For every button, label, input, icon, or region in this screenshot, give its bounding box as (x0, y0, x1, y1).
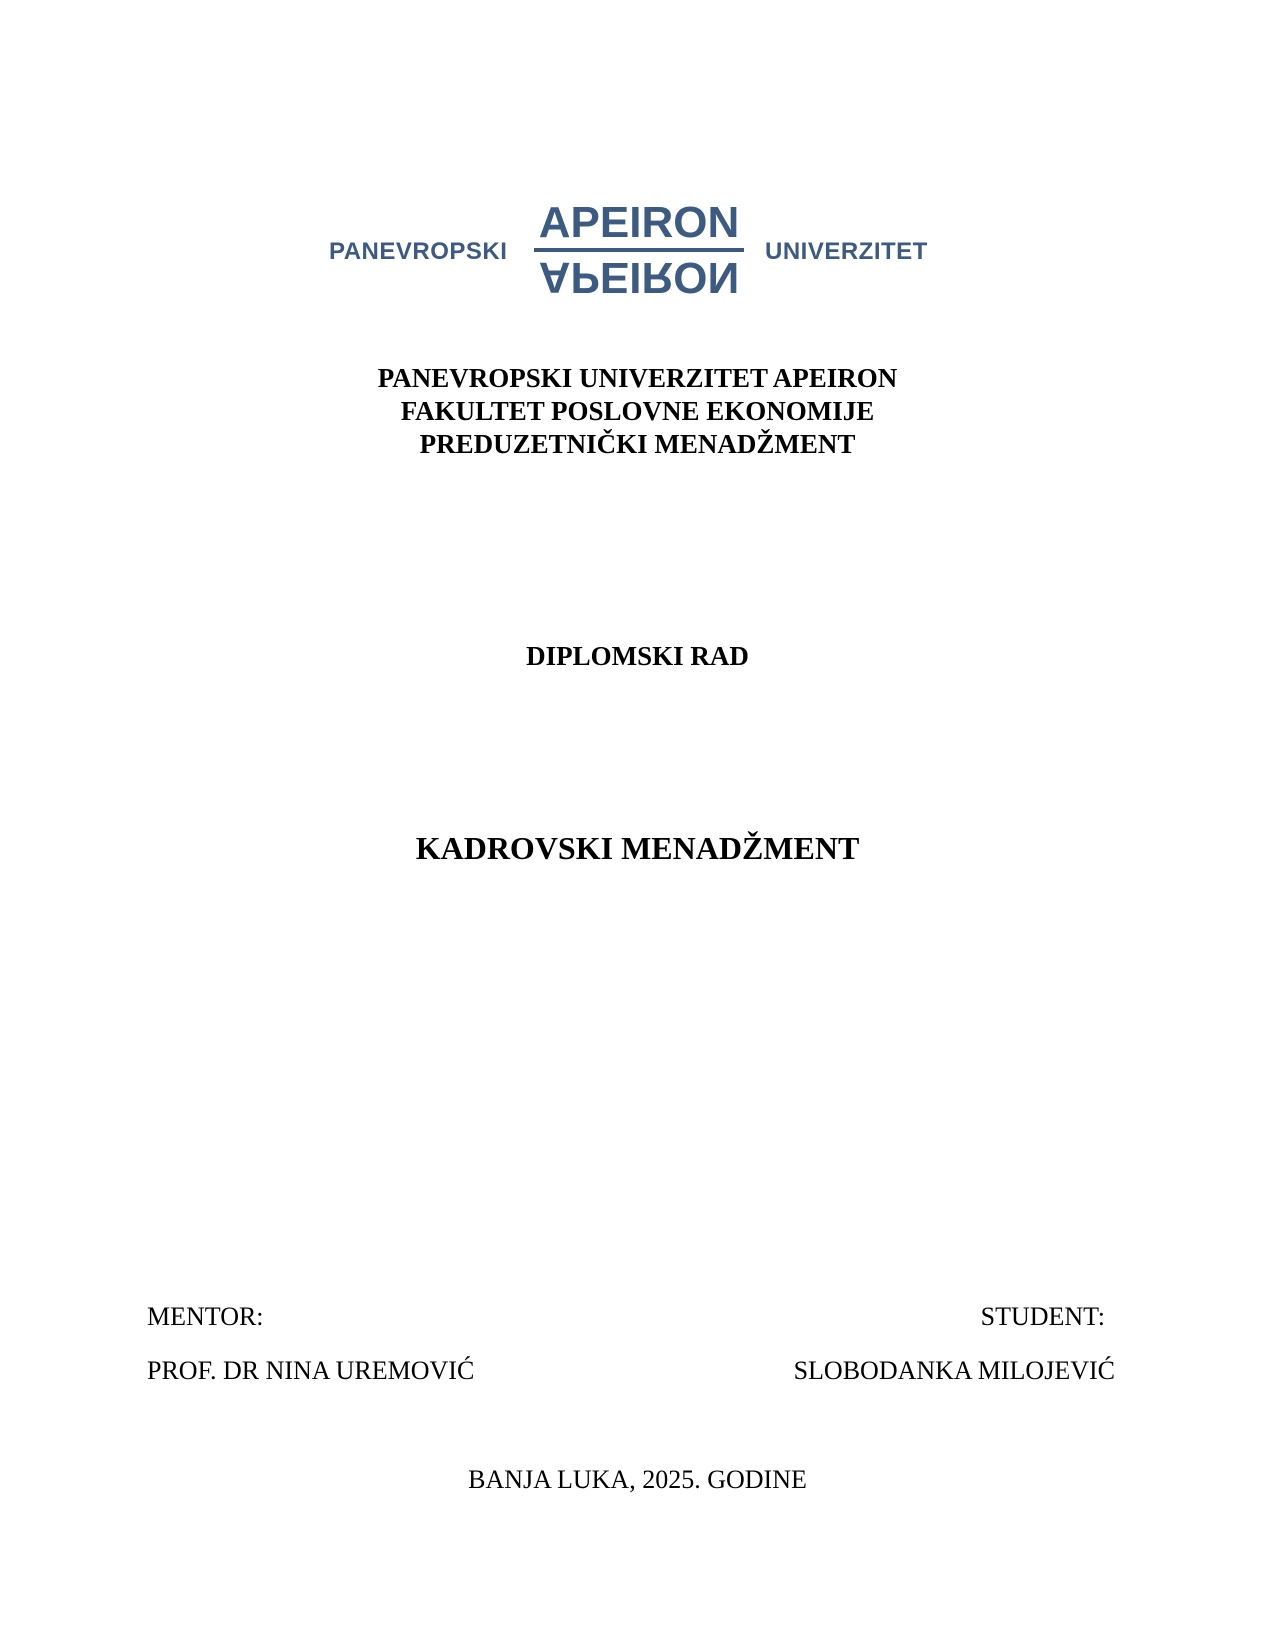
university-name: PANEVROPSKI UNIVERZITET APEIRON (377, 363, 898, 393)
logo-right-text: UNIVERZITET (765, 238, 928, 265)
document-title: KADROVSKI MENADŽMENT (415, 830, 860, 866)
university-logo (534, 198, 744, 308)
logo-left-text: PANEVROPSKI (329, 238, 508, 265)
mentor-name: PROF. DR NINA UREMOVIĆ (147, 1356, 475, 1385)
document-type: DIPLOMSKI RAD (526, 641, 749, 671)
study-program: PREDUZETNIČKI MENADŽMENT (419, 429, 856, 459)
place-and-date: BANJA LUKA, 2025. GODINE (468, 1465, 807, 1494)
faculty-name: FAKULTET POSLOVNE EKONOMIJE (400, 396, 875, 426)
logo-top-text: APEIRON (538, 198, 740, 247)
student-name: SLOBODANKA MILOJEVIĆ (793, 1356, 1115, 1385)
logo-bottom-text: APEIRON (538, 253, 740, 302)
logo-divider (534, 248, 744, 252)
mentor-label: MENTOR: (147, 1302, 264, 1331)
student-label: STUDENT: (980, 1302, 1105, 1331)
institution-block (0, 362, 1275, 461)
